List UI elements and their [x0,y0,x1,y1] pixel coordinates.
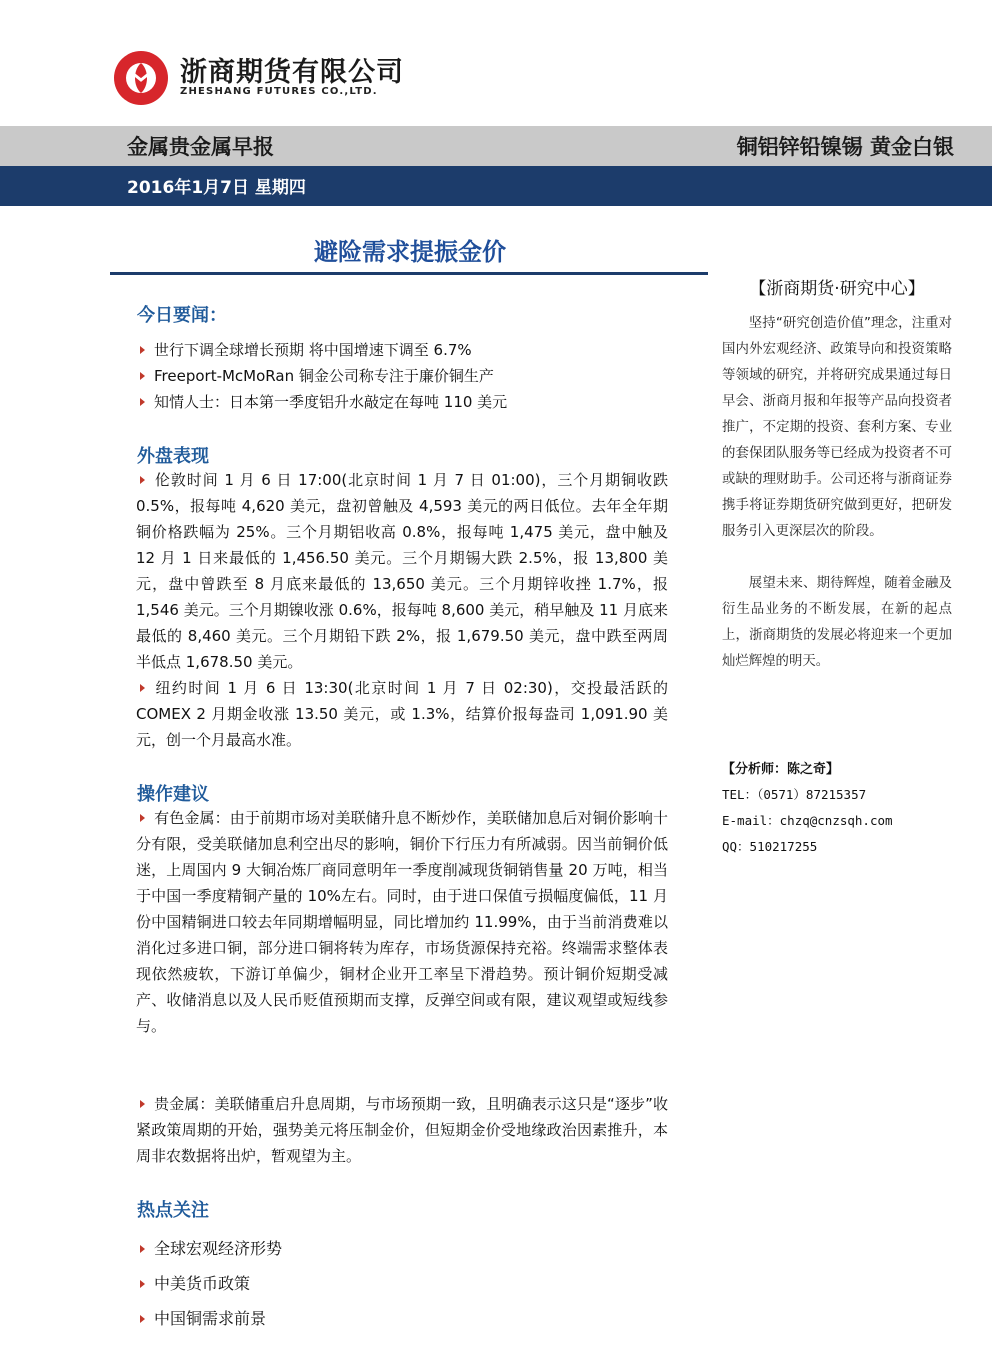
advice-paragraph-base-metals: 有色金属：由于前期市场对美联储升息不断炒作，美联储加息后对铜价影响十分有限，受美联储加息利空出尽的影响，铜价下行压力有所减弱。因当前铜价低迷，上周国内 9 大铜冶炼厂商同意明年一季度削减现货铜销售量 20 万吨，相当于中国一季度精铜产量的 10%左右。同时，由于进口保值亏损幅度偏低，11 月份中国精铜进口较去年同期增幅明显，同比增加约 11.99%，由于当前消费难以消化过多进口铜，部分进口铜将转为库存，市场货源保持充裕。终端需求整体表现依然疲软，下游订单偏少，铜材企业开工率呈下滑趋势。预计铜价短期受减产、收储消息以及人民币贬值预期而支撑，反弹空间或有限，建议观望或短线参与。 [136,809,668,1035]
headline: 避险需求提振金价 [314,238,506,266]
report-date: 2016年1月7日 星期四 [127,178,306,198]
bullet-arrow-icon [140,398,145,406]
bullet-arrow-icon [140,684,145,692]
company-name-cn: 浙商期货有限公司 [180,57,404,88]
bullet-arrow-icon [140,476,145,484]
org-intro-paragraph: 坚持“研究创造价值”理念，注重对国内外宏观经济、政策导向和投资策略等领域的研究，并将研究成果通过每日早会、浙商月报和年报等产品向投资者推广，不定期的投资、套利方案、专业的套保团队服务等已经成为投资者不可或缺的理财助手。公司还将与浙商证券携手将证券期货研究做到更好，把研发服务引入更深层次的阶段。 [722,316,952,539]
metals-tag: 铜铝锌铅镍锡 黄金白银 [736,135,954,159]
company-name-en: ZHESHANG FUTURES CO.,LTD. [180,86,378,97]
section-title-hot: 热点关注 [137,1200,209,1221]
bullet-arrow-icon [140,1245,145,1253]
analyst-email[interactable]: E-mail：chzq@cnzsqh.com [722,813,893,828]
org-outlook-paragraph: 展望未来、期待辉煌，随着金融及衍生品业务的不断发展，在新的起点上，浙商期货的发展必将迎来一个更加灿烂辉煌的明天。 [722,576,952,669]
news-item: Freeport-McMoRan 铜金公司称专注于廉价铜生产 [140,366,494,386]
section-title-overseas: 外盘表现 [137,446,209,467]
overseas-paragraph-lme: 伦敦时间 1 月 6 日 17:00(北京时间 1 月 7 日 01:00)，三个月期铜收跌 0.5%，报每吨 4,620 美元，盘初曾触及 4,593 美元的两日低位。去年全年期铜价格跌幅为 25%。三个月期铝收高 0.8%，报每吨 1,475 美元，盘中触及 12 月 1 日来最低的 1,456.50 美元。三个月期锡大跌 2.5%，报 13,800 美元，盘中曾跌至 8 月底来最低的 13,650 美元。三个月期锌收挫 1.7%，报 1,546 美元。三个月期镍收涨 0.6%，报每吨 8,600 美元，稍早触及 11 月底来最低的 8,460 美元。三个月期铅下跌 2%，报 1,679.50 美元，盘中跌至两周半低点 1,678.50 美元。 [136,471,668,671]
headline-divider [110,272,708,275]
bullet-arrow-icon [140,1315,145,1323]
hot-item: 中美货币政策 [140,1271,250,1294]
analyst-qq: QQ：510217255 [722,839,818,854]
bullet-arrow-icon [140,346,145,354]
bullet-arrow-icon [140,814,145,822]
bullet-arrow-icon [140,372,145,380]
analyst-name: 【分析师：陈之奇】 [722,762,840,777]
bullet-arrow-icon [140,1280,145,1288]
bullet-arrow-icon [140,1100,145,1108]
section-title-advice: 操作建议 [137,784,209,805]
overseas-paragraph-comex: 纽约时间 1 月 6 日 13:30(北京时间 1 月 7 日 02:30)，交投最活跃的 COMEX 2 月期金收涨 13.50 美元，或 1.3%，结算价报每盎司 1,091.90 美元，创一个月最高水准。 [136,679,668,749]
section-title-news: 今日要闻： [137,305,227,326]
hot-item: 全球宏观经济形势 [140,1236,282,1259]
report-name: 金属贵金属早报 [127,135,274,159]
advice-paragraph-precious-metals: 贵金属：美联储重启升息周期，与市场预期一致，且明确表示这只是“逐步”收紧政策周期的开始，强势美元将压制金价，但短期金价受地缘政治因素推升，本周非农数据将出炉，暂观望为主。 [136,1095,668,1165]
news-item: 知情人士：日本第一季度铝升水敲定在每吨 110 美元 [140,392,507,412]
hot-item: 中国铜需求前景 [140,1306,266,1329]
company-logo-icon [113,50,169,106]
analyst-tel: TEL：（0571）87215357 [722,787,867,802]
org-title: 【浙商期货·研究中心】 [749,279,925,299]
news-item: 世行下调全球增长预期 将中国增速下调至 6.7% [140,340,472,360]
